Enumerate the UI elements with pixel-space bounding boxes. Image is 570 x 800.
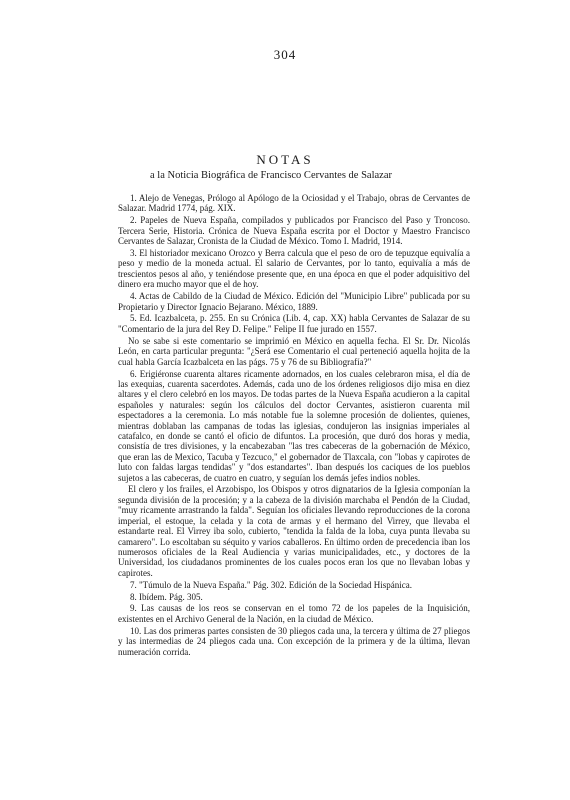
note-5: 5. Ed. Icazbalceta, p. 255. En su Crónica (Lib. 4, cap. XX) habla Cervantes de Salazar de su "Comentario de la jura del Rey D. Felipe." Felipe II fue jurado en 1557. (118, 313, 470, 334)
note-5-continuation: No se sabe si este comentario se imprimió en México en aquella fecha. El Sr. Dr. Nicolás León, en carta particular pregunta: "¿Será ese Comentario el cual perteneció aquella hojita de la cual habla García Icazbalceta en las págs. 75 y 76 de su Bibliografía?" (118, 335, 470, 367)
note-4: 4. Actas de Cabildo de la Ciudad de México. Edición del "Municipio Libre" publicada por su Propietario y Director Ignacio Bejarano. México, 1889. (118, 291, 470, 312)
note-1: 1. Alejo de Venegas, Prólogo al Apólogo de la Ociosidad y el Trabajo, obras de Cervantes de Salazar. Madrid 1774, pág. XIX. (118, 193, 470, 214)
note-10: 10. Las dos primeras partes consisten de 30 pliegos cada una, la tercera y última de 27 pliegos y las intermedias de 24 pliegos cada una. Con excepción de la primera y de la última, llevan numeración corrida. (118, 625, 470, 657)
note-6-continuation: El clero y los frailes, el Arzobispo, los Obispos y otros dignatarios de la Iglesia componían la segunda división de la procesión; y a la cabeza de la división marchaba el Pendón de la Ciudad, "muy ricamente arrastrando la falda". Seguían los oficiales llevando reproducciones de la corona imperial, el estoque, la celada y la cota de armas y el hermano del Virrey, que llevaba el estandarte real. El Virrey iba solo, cubierto, "tendida la falda de la loba, cuya punta llevaba su camarero". Lo escoltaban su séquito y varios caballeros. En último orden de precedencia iban los numerosos oficiales de la Real Audiencia y varias municipalidades, etc., y doctores de la Universidad, los ciudadanos prominentes de los cuales pocos eran los que no llevaban lobas y capirotes. (118, 484, 470, 578)
note-2: 2. Papeles de Nueva España, compilados y publicados por Francisco del Paso y Troncoso. Tercera Serie, Historia. Crónica de Nueva España escrita por el Doctor y Maestro Francisco Cervantes de Salazar, Cronista de la Ciudad de México. Tomo I. Madrid, 1914. (118, 215, 470, 247)
note-9: 9. Las causas de los reos se conservan en el tomo 72 de los papeles de la Inquisición, existentes en el Archivo General de la Nación, en la ciudad de México. (118, 603, 470, 624)
note-7: 7. "Túmulo de la Nueva España." Pág. 302. Edición de la Sociedad Hispánica. (130, 579, 413, 590)
notes-heading: NOTAS (256, 152, 314, 167)
notes-subheading: a la Noticia Biográfica de Francisco Cervantes de Salazar (150, 170, 392, 181)
note-6: 6. Erigiéronse cuarenta altares ricamente adornados, en los cuales celebraron misa, el día de las exequias, cuarenta sacerdotes. Además, cada uno de los órdenes religiosos dijo misa en diez altares y el clero celebró en los mayos. De todas partes de la Nueva España acudieron a la capital españoles y naturales: según los cálculos del doctor Cervantes, asistieron cuarenta mil espectadores a la ceremonia. Lo más notable fue la solemne procesión de dolientes, quienes, mientras doblaban las campanas de todas las iglesias, condujeron las insignias imperiales al catafalco, en donde se cantó el oficio de difuntos. La procesión, que duró dos horas y media, consistía de tres divisiones, y la encabezaban "las tres cabeceras de la gobernación de México, que eran las de Mexico, Tacuba y Tezcuco," el gobernador de Tlaxcala, con "lobas y capirotes de luto con faldas largas tendidas" y "dos estandartes". Iban después los caciques de los pueblos sujetos a las cabeceras, de cuatro en cuatro, y seguían los demás jefes indios nobles. (118, 368, 470, 483)
note-8: 8. Ibídem. Pág. 305. (130, 591, 203, 602)
page-number: 304 (273, 47, 297, 62)
notes-body (118, 193, 470, 658)
note-3: 3. El historiador mexicano Orozco y Berra calcula que el peso de oro de tepuzque equivalía a peso y medio de la moneda actual. El salario de Cervantes, por lo tanto, equivalía a más de trescientos pesos al año, y teniéndose presente que, en una época en que el poder adquisitivo del dinero era mucho mayor que el de hoy. (118, 248, 470, 290)
